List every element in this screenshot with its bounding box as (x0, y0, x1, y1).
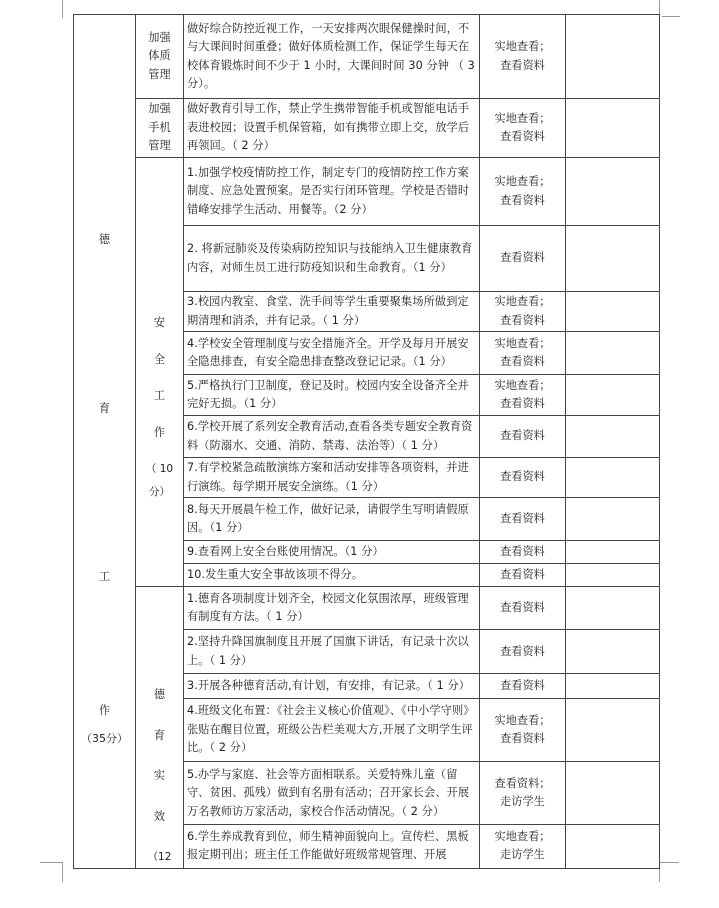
item-cell: 7.有学校紧急疏散演练方案和活动安排等各项资料，并进行演练。每学期开展安全演练。（1 分） (184, 458, 480, 498)
method-line: 查看资料 (500, 251, 545, 265)
sub-category-line: 体质 (148, 49, 171, 63)
sub-category-line: 全 (153, 352, 166, 366)
item-cell: 做好教育引导工作，禁止学生携带智能手机或智能电话手表进校园；设置手机保管箱，如有携带立即上交，放学后再领回。（ 2 分） (184, 99, 480, 158)
evaluation-table (73, 14, 660, 869)
score-cell (566, 15, 660, 99)
score-cell (566, 292, 660, 332)
score-cell (566, 99, 660, 158)
method-line: 实地查看； (494, 378, 551, 392)
method-cell (480, 416, 566, 458)
table-row (74, 15, 660, 99)
score-cell (566, 825, 660, 868)
sub-category-line: （ 10 (145, 463, 174, 475)
method-line: 查看资料 (500, 429, 545, 443)
sub-category-line: 加强 (148, 30, 171, 44)
method-line: 实地查看； (494, 713, 551, 727)
category-char: 德 (98, 233, 111, 247)
method-cell (480, 587, 566, 630)
method-line: 实地查看； (494, 111, 551, 125)
score-cell (566, 674, 660, 699)
sub-category-cell (136, 158, 184, 587)
score-cell (566, 498, 660, 541)
method-line: 查看资料 (500, 567, 545, 581)
method-line: 查看资料 (500, 58, 545, 72)
item-cell: 6.学校开展了系列安全教育活动,查看各类专题安全教育资料（防溺水、交通、消防、禁毒、法治等）（ 1 分） (184, 416, 480, 458)
method-cell (480, 99, 566, 158)
sub-category-line: （12 (147, 851, 172, 863)
method-line: 查看资料 (500, 644, 545, 658)
score-cell (566, 158, 660, 226)
crop-mark-bottom-left-v (62, 862, 63, 882)
method-line: 查看资料 (500, 544, 545, 558)
score-cell (566, 226, 660, 292)
method-cell (480, 292, 566, 332)
method-line: 查看资料 (500, 355, 545, 368)
score-cell (566, 541, 660, 564)
sub-category-line: 实 (153, 769, 166, 782)
method-line: 查看资料 (500, 130, 545, 143)
method-cell (480, 498, 566, 541)
method-cell (480, 15, 566, 99)
score-cell (566, 630, 660, 674)
method-cell (480, 630, 566, 674)
item-cell: 6.学生养成教育到位，师生精神面貌向上。宣传栏、黑板报定期刊出；班主任工作能做好班级常规管理、开展 (184, 825, 480, 868)
category-char: 作 (98, 703, 111, 717)
item-cell: 8.每天开展晨午检工作，做好记录，请假学生写明请假原因。（1 分） (184, 498, 480, 541)
sub-category-cell (136, 587, 184, 869)
item-cell: 9.查看网上安全台账使用情况。（1 分） (184, 541, 480, 564)
method-cell (480, 541, 566, 564)
method-cell (480, 699, 566, 762)
method-cell (480, 564, 566, 587)
category-cell (74, 15, 136, 869)
method-line: 查看资料 (500, 470, 545, 484)
method-line: 查看资料 (500, 313, 545, 327)
table-row (74, 99, 660, 158)
crop-mark-bottom-right-h (659, 862, 679, 863)
method-line: 查看资料 (500, 511, 545, 525)
sub-category-line: 分） (149, 485, 170, 498)
method-line: 查看资料 (500, 732, 545, 746)
method-line: 实地查看； (494, 829, 551, 843)
sub-category-line: 德 (153, 688, 166, 701)
table-row (74, 158, 660, 226)
method-line: 实地查看； (494, 40, 551, 53)
method-cell (480, 158, 566, 226)
method-line: 查看资料； (494, 776, 551, 790)
item-cell: 4.学校安全管理制度与安全措施齐全。开学及每月开展安全隐患排查，有安全隐患排查整改登记记录。（1 分） (184, 332, 480, 375)
sub-category-line: 工 (153, 389, 166, 402)
sub-category-line: 加强 (148, 102, 171, 116)
item-cell: 3.开展各种德育活动,有计划，有安排，有记录。（ 1 分） (184, 674, 480, 699)
item-cell: 2.坚持升降国旗制度且开展了国旗下讲话，有记录十次以上。（ 1 分） (184, 630, 480, 674)
crop-mark-top-left-v (62, 0, 63, 18)
sub-category-line: 作 (153, 425, 166, 439)
score-cell (566, 332, 660, 375)
sub-category-line: 效 (153, 809, 166, 823)
sub-category-line: 安 (153, 316, 166, 329)
sub-category-line: 管理 (148, 139, 171, 153)
method-line: 走访学生 (500, 795, 545, 809)
method-cell (480, 674, 566, 699)
method-line: 查看资料 (500, 193, 545, 207)
method-line: 实地查看； (494, 175, 551, 188)
method-line: 实地查看； (494, 336, 551, 350)
score-cell (566, 564, 660, 587)
category-points: （35分） (81, 732, 128, 746)
method-line: 查看资料 (500, 397, 545, 410)
score-cell (566, 762, 660, 825)
method-cell (480, 226, 566, 292)
sub-category-line: 育 (153, 728, 166, 742)
method-cell (480, 825, 566, 868)
sub-category-column (139, 159, 180, 501)
sub-category-line: 手机 (148, 120, 171, 134)
item-cell: 4.班级文化布置：《社会主义核心价值观》、《中小学守则》张贴在醒目位置，班级公告栏美观大方,开展了文明学生评比。（ 2 分） (184, 699, 480, 762)
score-cell (566, 416, 660, 458)
category-char: 育 (98, 401, 111, 415)
item-cell: 5.办学与家庭、社会等方面相联系。关爱特殊儿童（留守、贫困、孤残）做到有名册有活动；召开家长会、开展万名教师访万家活动，家校合作活动情况。（ 2 分） (184, 762, 480, 825)
sub-category-column (139, 588, 180, 867)
crop-mark-bottom-left-h (40, 862, 62, 863)
item-cell: 3.校园内教室、食堂、洗手间等学生重要聚集场所做到定期清理和消杀，并有记录。（ 1 分） (184, 292, 480, 332)
item-cell: 做好综合防控近视工作，一天安排两次眼保健操时间，不与大课间时间重叠；做好体质检测工作，保证学生每天在校体育锻炼时间不少于 1 小时，大课间时间 30 分钟 （ 3 分）。 (184, 15, 480, 99)
item-cell: 5.严格执行门卫制度，登记及时。校园内安全设备齐全并完好无损。（1 分） (184, 375, 480, 416)
method-line: 查看资料 (500, 679, 545, 692)
category-column (77, 31, 132, 851)
method-cell (480, 458, 566, 498)
item-cell: 1.德育各项制度计划齐全，校园文化氛围浓厚，班级管理有制度有方法。（ 1 分） (184, 587, 480, 630)
score-cell (566, 699, 660, 762)
sub-category-cell (136, 15, 184, 99)
method-line: 查看资料 (500, 600, 545, 614)
category-char: 工 (98, 570, 111, 584)
method-line: 走访学生 (500, 848, 545, 862)
score-cell (566, 375, 660, 416)
sub-category-line: 管理 (148, 67, 171, 81)
score-cell (566, 587, 660, 630)
method-cell (480, 375, 566, 416)
method-cell (480, 332, 566, 375)
method-line: 实地查看； (494, 295, 551, 308)
table-row (74, 587, 660, 630)
score-cell (566, 458, 660, 498)
item-cell: 10.发生重大安全事故该项不得分。 (184, 564, 480, 587)
item-cell: 2. 将新冠肺炎及传染病防控知识与技能纳入卫生健康教育内容，对师生员工进行防疫知识和生命教育。（1 分） (184, 226, 480, 292)
sub-category-cell (136, 99, 184, 158)
method-cell (480, 762, 566, 825)
crop-mark-top-right-h (662, 16, 680, 17)
item-cell: 1.加强学校疫情防控工作，制定专门的疫情防控工作方案制度、应急处置预案。是否实行闭环管理。学校是否错时错峰安排学生活动、用餐等。（2 分） (184, 158, 480, 226)
